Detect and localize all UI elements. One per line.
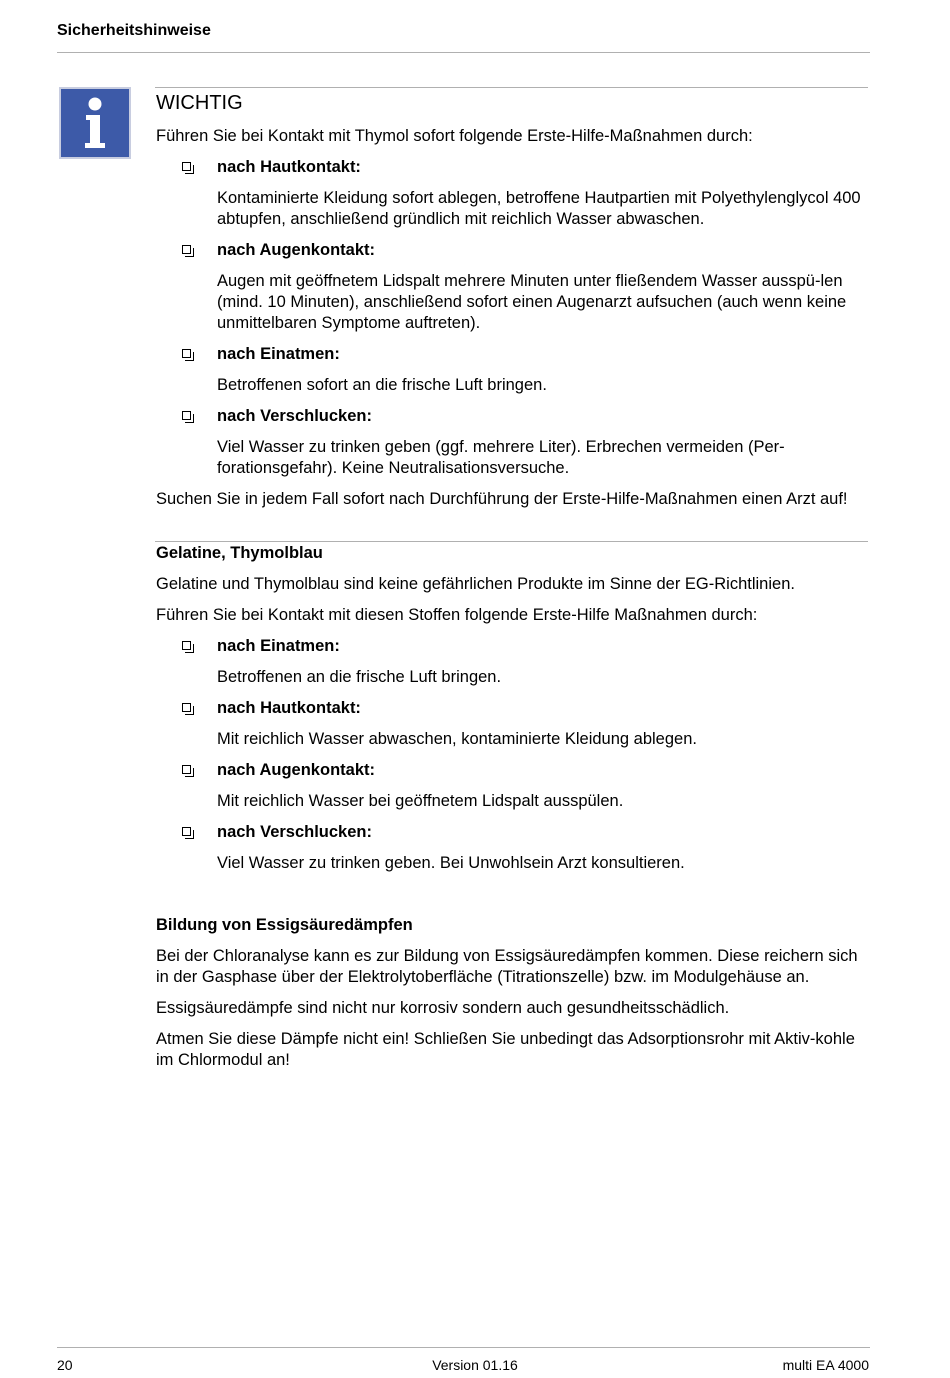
list-item	[156, 344, 868, 365]
list-item	[156, 760, 868, 781]
list-item	[156, 636, 868, 657]
paragraph: Essigsäuredämpfe sind nicht nur korrosiv sondern auch gesundheitsschädlich.	[156, 999, 730, 1017]
checkbox-bullet-icon	[182, 827, 191, 836]
notice-closing: Suchen Sie in jedem Fall sofort nach Durchführung der Erste-Hilfe-Maßnahmen einen Arzt auf!	[156, 490, 848, 508]
item-text: Viel Wasser zu trinken geben (ggf. mehrere Liter). Erbrechen vermeiden (Per-forationsgefahr). Keine Neutralisationsversuche.	[217, 438, 785, 477]
list-item	[156, 698, 868, 719]
section-heading-gelatine: Gelatine, Thymolblau	[156, 544, 323, 562]
item-label: nach Hautkontakt:	[217, 158, 361, 176]
checkbox-bullet-icon	[182, 411, 191, 420]
item-text: Mit reichlich Wasser abwaschen, kontaminierte Kleidung ablegen.	[217, 730, 697, 748]
item-label: nach Verschlucken:	[217, 407, 372, 425]
item-label: nach Augenkontakt:	[217, 761, 375, 779]
page-header-title: Sicherheitshinweise	[57, 22, 211, 39]
item-label: nach Einatmen:	[217, 637, 340, 655]
list-item	[156, 157, 868, 178]
list-item	[156, 240, 868, 261]
item-text: Betroffenen an die frische Luft bringen.	[217, 668, 502, 686]
paragraph: Atmen Sie diese Dämpfe nicht ein! Schließen Sie unbedingt das Adsorptionsrohr mit Aktiv-kohle im Chlormodul an!	[156, 1030, 855, 1069]
checkbox-bullet-icon	[182, 245, 191, 254]
checkbox-bullet-icon	[182, 641, 191, 650]
notice-intro: Führen Sie bei Kontakt mit Thymol sofort folgende Erste-Hilfe-Maßnahmen durch:	[156, 127, 753, 145]
paragraph: Führen Sie bei Kontakt mit diesen Stoffen folgende Erste-Hilfe Maßnahmen durch:	[156, 606, 758, 624]
version-label: Version 01.16	[432, 1357, 518, 1373]
item-text: Viel Wasser zu trinken geben. Bei Unwohlsein Arzt konsultieren.	[217, 854, 685, 872]
list-item	[156, 406, 868, 427]
checkbox-bullet-icon	[182, 162, 191, 171]
item-text: Kontaminierte Kleidung sofort ablegen, betroffene Hautpartien mit Polyethylenglycol 400 abtupfen, anschließend gründlich mit reichlich Wasser abwaschen.	[217, 189, 861, 228]
checkbox-bullet-icon	[182, 349, 191, 358]
paragraph: Gelatine und Thymolblau sind keine gefährlichen Produkte im Sinne der EG-Richtlinien.	[156, 575, 795, 593]
item-label: nach Augenkontakt:	[217, 241, 375, 259]
paragraph: Bei der Chloranalyse kann es zur Bildung von Essigsäuredämpfen kommen. Diese reichern sich in der Gasphase über der Elektrolytoberfläche (Titrationszelle) bzw. im Modulgehäuse an.	[156, 947, 858, 986]
list-item	[156, 822, 868, 843]
item-label: nach Einatmen:	[217, 345, 340, 363]
product-name: multi EA 4000	[782, 1357, 869, 1373]
notice-heading: WICHTIG	[156, 92, 243, 114]
item-label: nach Hautkontakt:	[217, 699, 361, 717]
footer-divider	[57, 1347, 870, 1348]
item-text: Betroffenen sofort an die frische Luft bringen.	[217, 376, 547, 394]
item-text: Mit reichlich Wasser bei geöffnetem Lidspalt ausspülen.	[217, 792, 624, 810]
info-icon	[59, 87, 131, 159]
notice-top-divider	[155, 87, 868, 88]
section-heading-essig: Bildung von Essigsäuredämpfen	[156, 916, 413, 934]
header-divider	[57, 52, 870, 53]
item-label: nach Verschlucken:	[217, 823, 372, 841]
page-number: 20	[57, 1357, 73, 1373]
checkbox-bullet-icon	[182, 765, 191, 774]
page-content	[156, 90, 868, 1081]
checkbox-bullet-icon	[182, 703, 191, 712]
item-text: Augen mit geöffnetem Lidspalt mehrere Minuten unter fließendem Wasser ausspü-len (mind. 10 Minuten), anschließend sofort einen Augenarzt aufsuchen (auch wenn keine unmittelbaren Symptome auftreten).	[217, 272, 847, 332]
